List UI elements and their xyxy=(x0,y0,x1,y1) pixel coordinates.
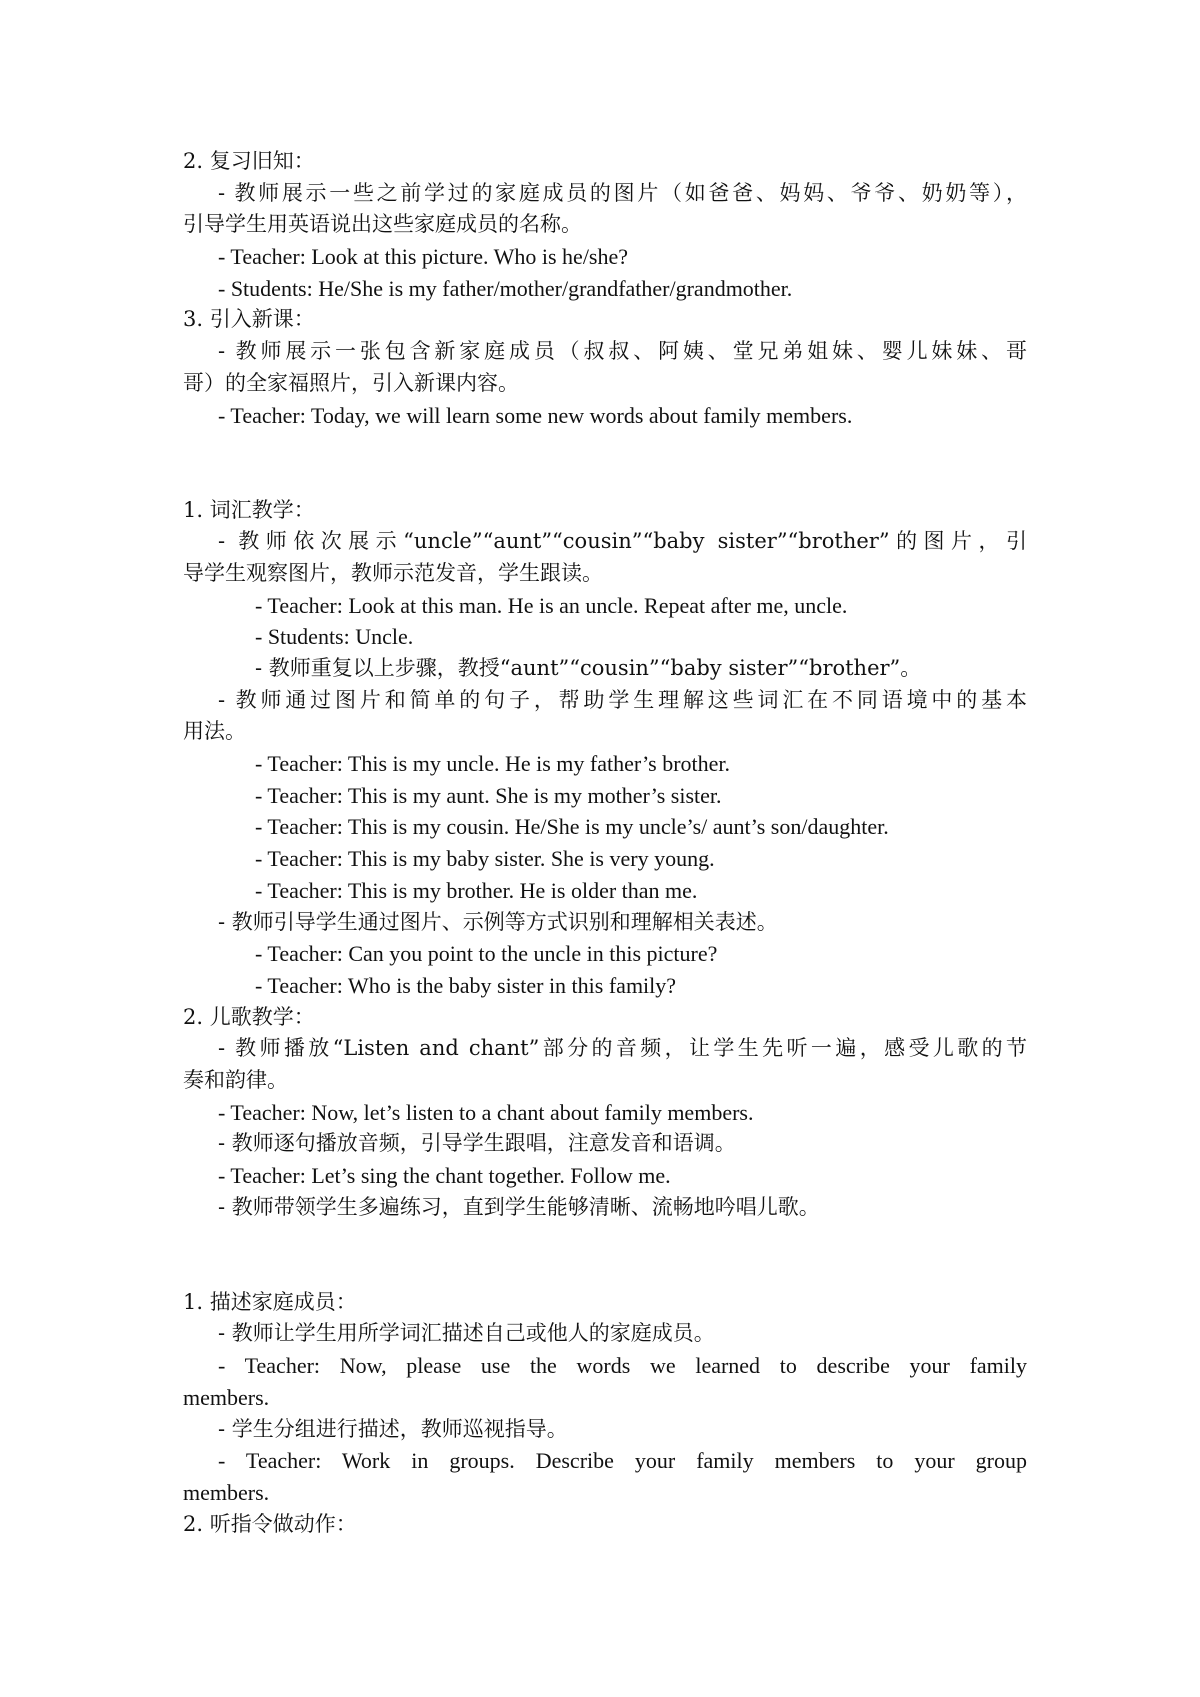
paragraph-line: 哥）的全家福照片，引入新课内容。 xyxy=(183,370,519,395)
dialogue-line: - Teacher: Look at this picture. Who is he/she? xyxy=(218,244,629,270)
dialogue-line: - Teacher: Look at this man. He is an uncle. Repeat after me, uncle. xyxy=(255,592,848,618)
paragraph-line: - 教师重复以上步骤，教授“aunt”“cousin”“baby sister”“brother”。 xyxy=(255,656,922,680)
paragraph-line: - 教师展示一张包含新家庭成员（叔叔、阿姨、堂兄弟姐妹、婴儿妹妹、哥 xyxy=(218,339,1027,364)
dialogue-line: members. xyxy=(183,1384,270,1410)
dialogue-line: members. xyxy=(183,1479,270,1505)
section-heading xyxy=(183,463,1027,495)
dialogue-line: - Teacher: Now, please use the words we learned to describe your family xyxy=(218,1353,1027,1379)
item-1-heading: 1. 描述家庭成员： xyxy=(183,1289,357,1314)
paragraph-line: 引导学生用英语说出这些家庭成员的名称。 xyxy=(183,212,582,237)
dialogue-line: - Students: He/She is my father/mother/grandfather/grandmother. xyxy=(218,275,793,301)
paragraph-line: - 教师带领学生多遍练习，直到学生能够清晰、流畅地吟唱儿歌。 xyxy=(218,1194,820,1219)
item-3-heading: 3. 引入新课： xyxy=(183,307,315,332)
dialogue-line: - Teacher: Let’s sing the chant together. Follow me. xyxy=(218,1163,671,1188)
dialogue-line: - Teacher: Work in groups. Describe your family members to your group xyxy=(218,1448,1027,1474)
spacer xyxy=(183,431,1027,463)
paragraph-line: - 教师播放“Listen and chant”部分的音频，让学生先听一遍，感受儿歌的节 xyxy=(218,1036,1027,1061)
section-heading xyxy=(183,1255,1027,1287)
paragraph-line: 用法。 xyxy=(183,719,246,744)
dialogue-line: - Teacher: This is my uncle. He is my father’s brother. xyxy=(255,751,731,777)
dialogue-line: - Teacher: This is my baby sister. She is very young. xyxy=(255,846,715,872)
paragraph-line: - 教师引导学生通过图片、示例等方式识别和理解相关表述。 xyxy=(218,909,778,934)
dialogue-line: - Teacher: Today, we will learn some new words about family members. xyxy=(218,402,853,428)
paragraph-line: - 教师让学生用所学词汇描述自己或他人的家庭成员。 xyxy=(218,1321,715,1346)
dialogue-line: - Students: Uncle. xyxy=(255,624,414,650)
item-2-heading: 2. 复习旧知： xyxy=(183,149,315,173)
item-2-heading: 2. 儿歌教学： xyxy=(183,1004,315,1029)
dialogue-line: - Teacher: Now, let’s listen to a chant about family members. xyxy=(218,1099,754,1125)
paragraph-line: - 教师展示一些之前学过的家庭成员的图片（如爸爸、妈妈、爷爷、奶奶等）， xyxy=(218,180,1027,205)
item-1-heading: 1. 词汇教学： xyxy=(183,497,315,522)
item-2-heading: 2. 听指令做动作： xyxy=(183,1511,357,1536)
paragraph-line: - 教师逐句播放音频，引导学生跟唱，注意发音和语调。 xyxy=(218,1131,736,1156)
dialogue-line: - Teacher: Can you point to the uncle in this picture? xyxy=(255,941,718,967)
paragraph-line: - 学生分组进行描述，教师巡视指导。 xyxy=(218,1416,568,1441)
dialogue-line: - Teacher: This is my aunt. She is my mother’s sister. xyxy=(255,782,722,808)
spacer xyxy=(183,1223,1027,1255)
paragraph-line: - 教师依次展示“uncle”“aunt”“cousin”“baby sister”“brother”的图片，引 xyxy=(218,529,1027,554)
dialogue-line: - Teacher: Who is the baby sister in this family? xyxy=(255,972,677,998)
paragraph-line: 奏和韵律。 xyxy=(183,1067,288,1092)
dialogue-line: - Teacher: This is my cousin. He/She is my uncle’s/ aunt’s son/daughter. xyxy=(255,814,889,840)
paragraph-line: - 教师通过图片和简单的句子，帮助学生理解这些词汇在不同语境中的基本 xyxy=(218,687,1027,712)
paragraph-line: 导学生观察图片，教师示范发音，学生跟读。 xyxy=(183,560,603,585)
dialogue-line: - Teacher: This is my brother. He is older than me. xyxy=(255,877,698,903)
